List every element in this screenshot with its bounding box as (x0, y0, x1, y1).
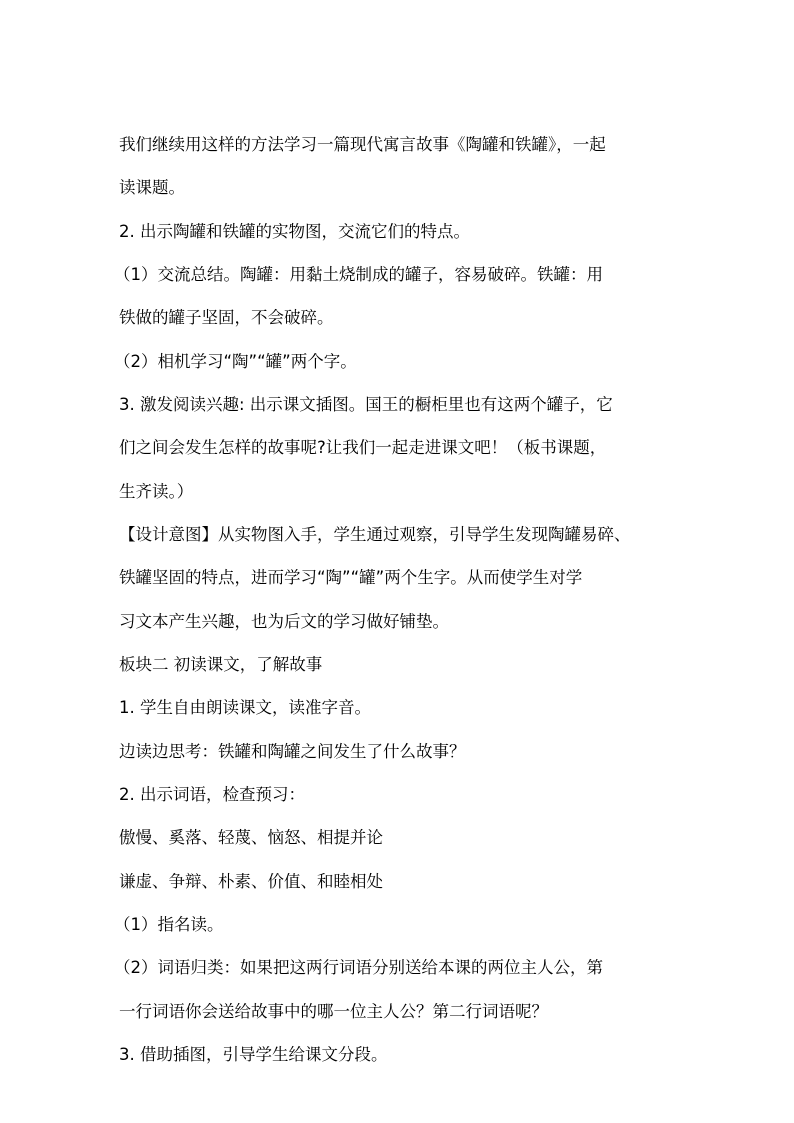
step-2-heading: 2. 出示词语，检查预习： (119, 785, 305, 804)
section-heading: 板块二 初读课文，了解故事 (119, 655, 323, 674)
sub-item-1: （1）指名读。 (114, 915, 224, 934)
paragraph-line: 们之间会发生怎样的故事呢?让我们一起走进课文吧！（板书课题， (119, 438, 607, 457)
sub-item-1: （1）交流总结。陶罐：用黏土烧制成的罐子，容易破碎。铁罐：用 (114, 265, 603, 284)
step-1-heading: 1. 学生自由朗读课文，读准字音。 (119, 698, 371, 717)
sub-item-2: （2）相机学习“陶”“罐”两个字。 (114, 352, 357, 371)
word-list-line: 谦虚、争辩、朴素、价值、和睦相处 (119, 872, 383, 891)
paragraph-line: 铁做的罐子坚固，不会破碎。 (119, 308, 334, 327)
design-intent-line: 【设计意图】从实物图入手，学生通过观察，引导学生发现陶罐易碎、 (119, 525, 631, 544)
paragraph-line: 我们继续用这样的方法学习一篇现代寓言故事《陶罐和铁罐》，一起 (119, 135, 606, 154)
step-3-heading: 3. 借助插图，引导学生给课文分段。 (119, 1045, 388, 1064)
paragraph-line: 铁罐坚固的特点，进而学习“陶”“罐”两个生字。从而使学生对学 (119, 568, 583, 587)
paragraph-line: 一行词语你会送给故事中的哪一位主人公？第二行词语呢？ (119, 1002, 548, 1021)
paragraph-line: 读课题。 (119, 178, 185, 197)
word-list-line: 傲慢、奚落、轻蔑、恼怒、相提并论 (119, 828, 383, 847)
paragraph-line: 边读边思考：铁罐和陶罐之间发生了什么故事？ (119, 742, 466, 761)
step-2-heading: 2. 出示陶罐和铁罐的实物图，交流它们的特点。 (119, 222, 470, 241)
paragraph-line: 生齐读。） (119, 482, 194, 501)
sub-item-2: （2）词语归类：如果把这两行词语分别送给本课的两位主人公，第 (114, 958, 603, 977)
step-3-heading: 3. 激发阅读兴趣: 出示课文插图。国王的橱柜里也有这两个罐子，它 (119, 395, 613, 414)
paragraph-line: 习文本产生兴趣，也为后文的学习做好铺垫。 (119, 612, 449, 631)
